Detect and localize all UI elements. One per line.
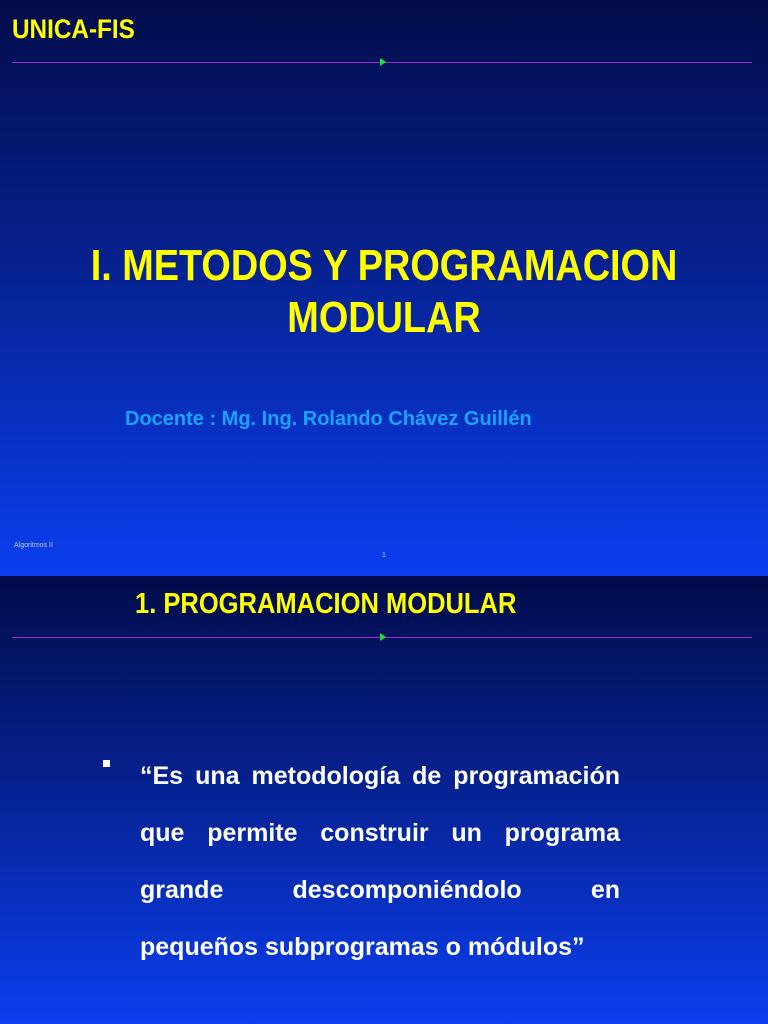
page-number: 1 xyxy=(382,552,386,559)
slide-title: 1. PROGRAMACION MODULAR xyxy=(135,588,517,620)
quote-line: pequeños subprogramas o módulos” xyxy=(140,933,585,961)
quote-line: que permite construir un programa xyxy=(140,819,620,847)
quote-line: grande descomponiéndolo en xyxy=(140,876,620,904)
slide-header: UNICA-FIS xyxy=(12,14,135,44)
arrow-right-icon xyxy=(380,633,386,641)
title-line-1: I. METODOS Y PROGRAMACION xyxy=(90,241,678,290)
definition-quote xyxy=(140,748,620,976)
quote-line: “Es una metodología de programación xyxy=(140,762,620,790)
bullet-square-icon xyxy=(103,760,110,767)
docente-label: Docente : Mg. Ing. Rolando Chávez Guillén xyxy=(125,408,532,430)
slide-title xyxy=(54,240,714,344)
slide-2 xyxy=(0,576,768,1024)
title-line-2: MODULAR xyxy=(287,293,481,342)
slide-footer: Algoritmos II xyxy=(14,542,53,549)
arrow-right-icon xyxy=(380,58,386,66)
